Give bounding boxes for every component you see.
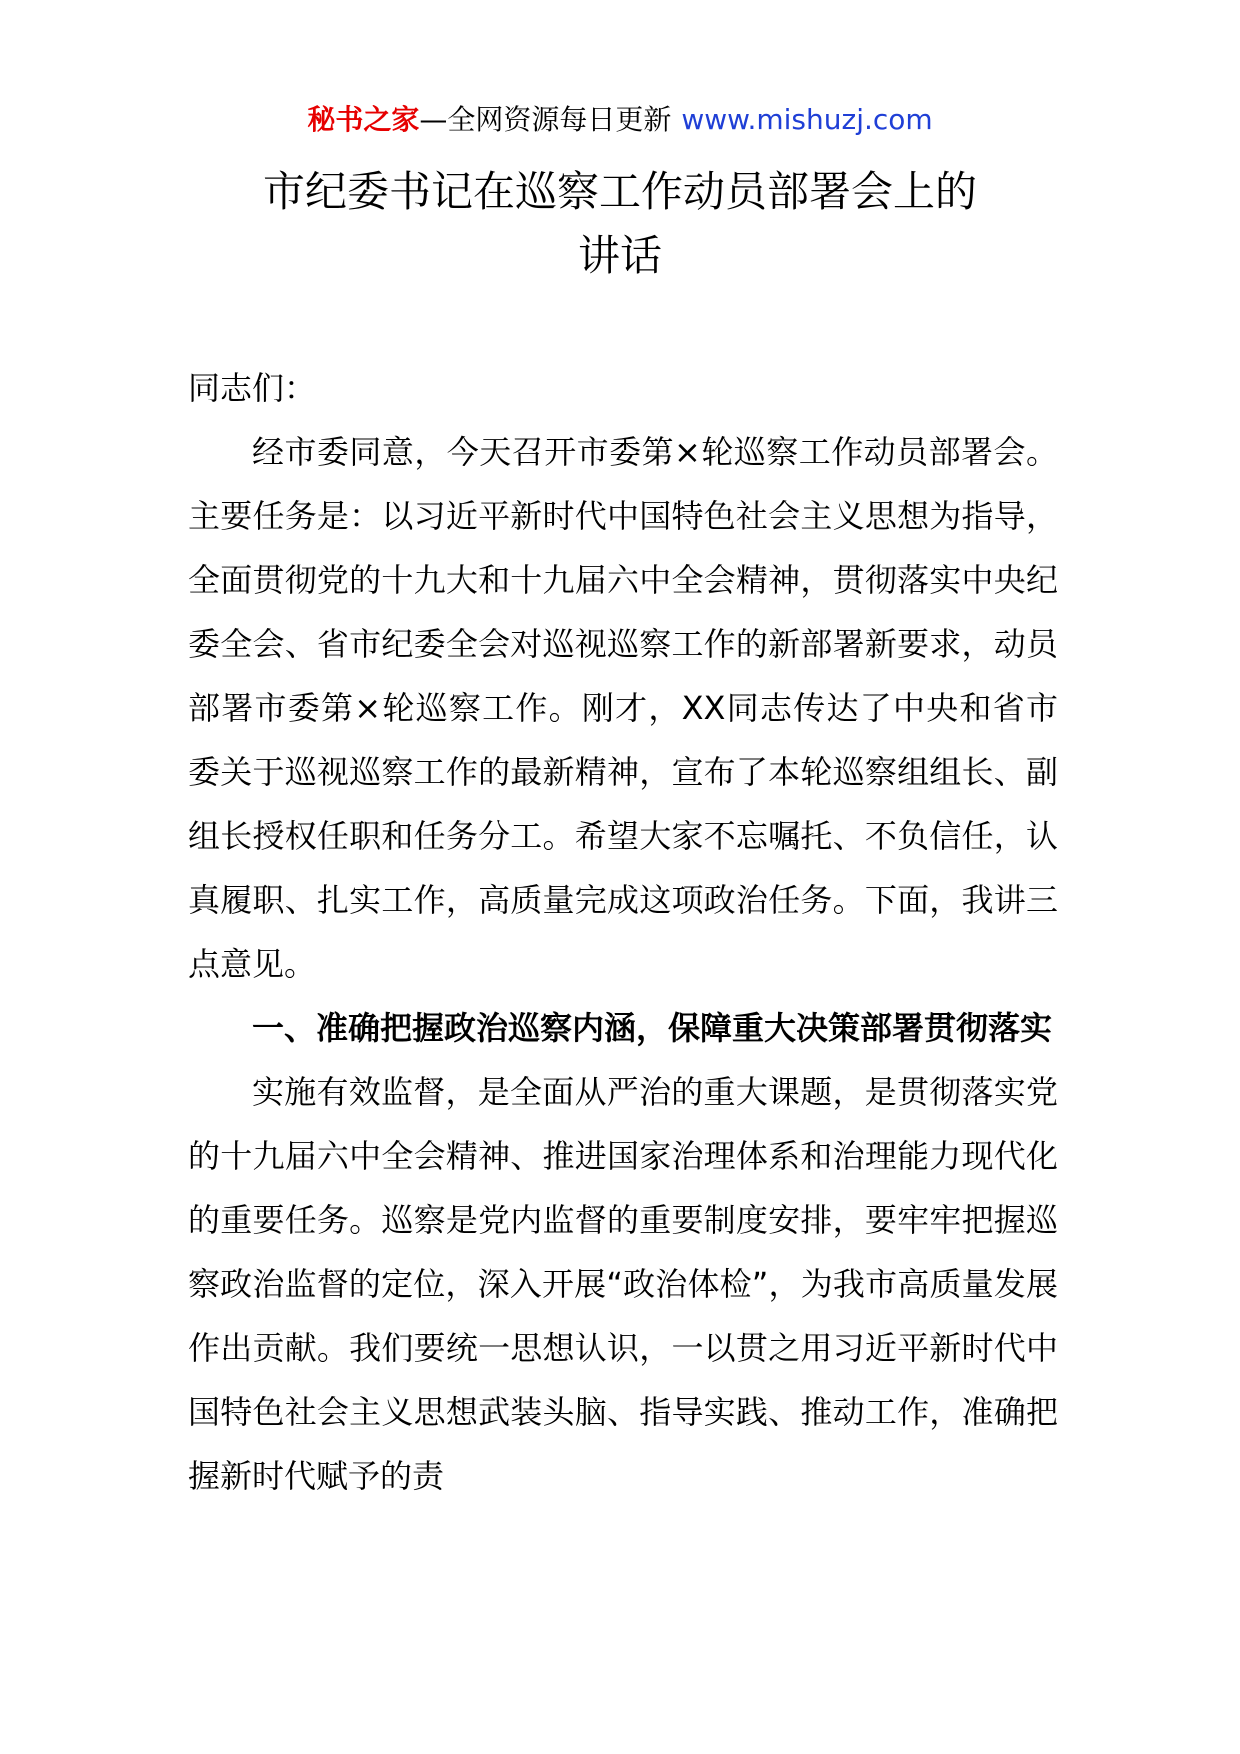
document-body <box>188 356 1058 1508</box>
salutation: 同志们： <box>188 369 317 407</box>
site-url-link[interactable]: www.mishuzj.com <box>681 103 933 136</box>
site-tagline: —全网资源每日更新 <box>419 103 672 136</box>
paragraph-intro: 经市委同意，今天召开市委第×轮巡察工作动员部署会。主要任务是：以习近平新时代中国特色社会主义思想为指导，全面贯彻党的十九大和十九届六中全会精神，贯彻落实中央纪委全会、省市纪委全会对巡视巡察工作的新部署新要求，动员部署市委第×轮巡察工作。刚才，XX同志传达了中央和省市委关于巡视巡察工作的最新精神，宣布了本轮巡察组组长、副组长授权任职和任务分工。希望大家不忘嘱托、不负信任，认真履职、扎实工作，高质量完成这项政治任务。下面，我讲三点意见。 <box>188 433 1058 983</box>
brand-name: 秘书之家 <box>307 103 420 136</box>
site-header <box>0 100 1240 140</box>
document-title <box>140 160 1100 288</box>
title-line-1: 市纪委书记在巡察工作动员部署会上的 <box>262 167 977 216</box>
paragraph-section-1: 实施有效监督，是全面从严治的重大课题，是贯彻落实党的十九届六中全会精神、推进国家治理体系和治理能力现代化的重要任务。巡察是党内监督的重要制度安排，要牢牢把握巡察政治监督的定位，深入开展“政治体检”，为我市高质量发展作出贡献。我们要统一思想认识，一以贯之用习近平新时代中国特色社会主义思想武装头脑、指导实践、推动工作，准确把握新时代赋予的责 <box>188 1073 1058 1495</box>
section-heading-1: 一、准确把握政治巡察内涵，保障重大决策部署贯彻落实 <box>252 1009 1053 1047</box>
title-line-2: 讲话 <box>577 231 662 280</box>
